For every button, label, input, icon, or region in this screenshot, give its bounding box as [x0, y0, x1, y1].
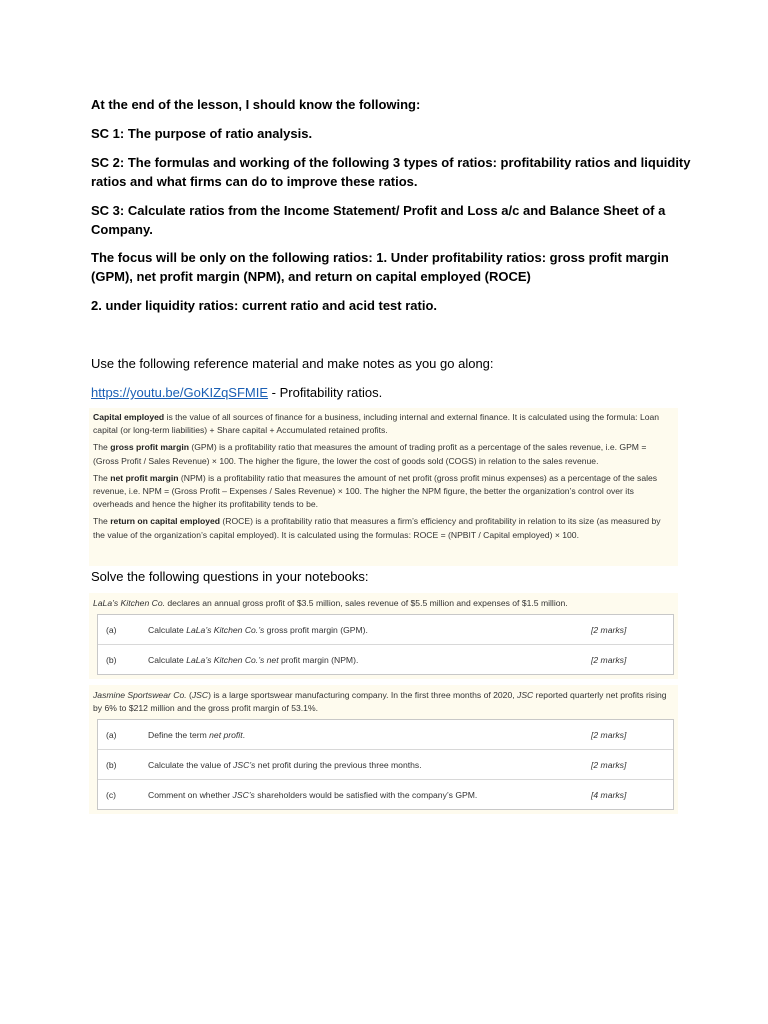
question-2-intro: Jasmine Sportswear Co. (JSC) is a large sportswear manufacturing company. In the first three months of 2020, JSC reported quarterly net profits rising by 6% to $212 million and the gross profit margin of 53.1%. — [93, 690, 667, 714]
definition-capital-employed: Capital employed is the value of all sources of finance for a business, including internal and external finance. It is calculated using the formula: Loan capital (or long-term liabilities) + Share capital + Accumulated retained profits. — [93, 412, 660, 436]
youtube-link[interactable]: https://youtu.be/GoKIZqSFMIE — [91, 385, 269, 400]
definition-gpm: The gross profit margin (GPM) is a profitability ratio that measures the amount of trading profit as a percentage of the sales revenue, i.e. GPM = (Gross Profit / Sales Revenue) × 100. The higher the figure, the lower the cost of goods sold (COGS) in relation to the sales revenue. — [93, 442, 647, 466]
success-criteria-2: SC 2: The formulas and working of the following 3 types of ratios: profitability ratios and liquidity ratios and what firms can do to improve these ratios. — [91, 155, 691, 189]
definition-roce: The return on capital employed (ROCE) is a profitability ratio that measures a firm’s efficiency and profitability in relation to its size (as measured by the value of the organization’s capital employed). It is calculated using the formulas: ROCE = (NPBIT / Capital employed) × 100. — [93, 516, 661, 540]
definition-npm: The net profit margin (NPM) is a profitability ratio that measures the amount of net profit (gross profit minus expenses) as a percentage of the sales revenue, i.e. NPM = (Gross Profit – Expenses / Sales Revenue) × 100. The higher the NPM figure, the better the organization’s control over its overheads and hence the higher its profitability tends to be. — [93, 472, 658, 510]
success-criteria-3: SC 3: Calculate ratios from the Income Statement/ Profit and Loss a/c and Balance Sheet of a Company. — [91, 203, 666, 237]
liquidity-ratios: 2. under liquidity ratios: current ratio and acid test ratio. — [91, 298, 438, 313]
definitions-panel — [89, 408, 678, 566]
table-row: (b) Calculate LaLa’s Kitchen Co.’s net profit margin (NPM). [2 marks] — [98, 644, 673, 674]
success-criteria-1: SC 1: The purpose of ratio analysis. — [91, 126, 313, 141]
table-row: (a) Define the term net profit. [2 marks] — [106, 729, 627, 740]
table-row: (c) Comment on whether JSC’s shareholders would be satisfied with the company’s GPM. [4 marks] — [98, 779, 673, 809]
reference-instruction: Use the following reference material and make notes as you go along: — [91, 356, 494, 371]
objectives-heading: At the end of the lesson, I should know the following: — [91, 97, 421, 112]
question-1-intro: LaLa’s Kitchen Co. declares an annual gross profit of $3.5 million, sales revenue of $5.5 million and expenses of $1.5 million. — [93, 598, 568, 608]
table-row: (a) Calculate LaLa’s Kitchen Co.’s gross profit margin (GPM). [2 marks] — [106, 624, 627, 635]
focus-ratios: The focus will be only on the following ratios: 1. Under profitability ratios: gross profit margin (GPM), net profit margin (NPM), and return on capital employed (ROCE) — [91, 250, 669, 284]
question-1-panel — [89, 593, 678, 679]
table-row: (b) Calculate the value of JSC’s net profit during the previous three months. [2 marks] — [98, 749, 673, 779]
solve-heading: Solve the following questions in your notebooks: — [91, 569, 369, 584]
question-1-table — [97, 614, 674, 675]
reference-link-line — [91, 383, 382, 402]
question-2-panel — [89, 685, 678, 814]
question-2-table — [97, 719, 674, 810]
link-suffix: - Profitability ratios. — [268, 385, 383, 400]
